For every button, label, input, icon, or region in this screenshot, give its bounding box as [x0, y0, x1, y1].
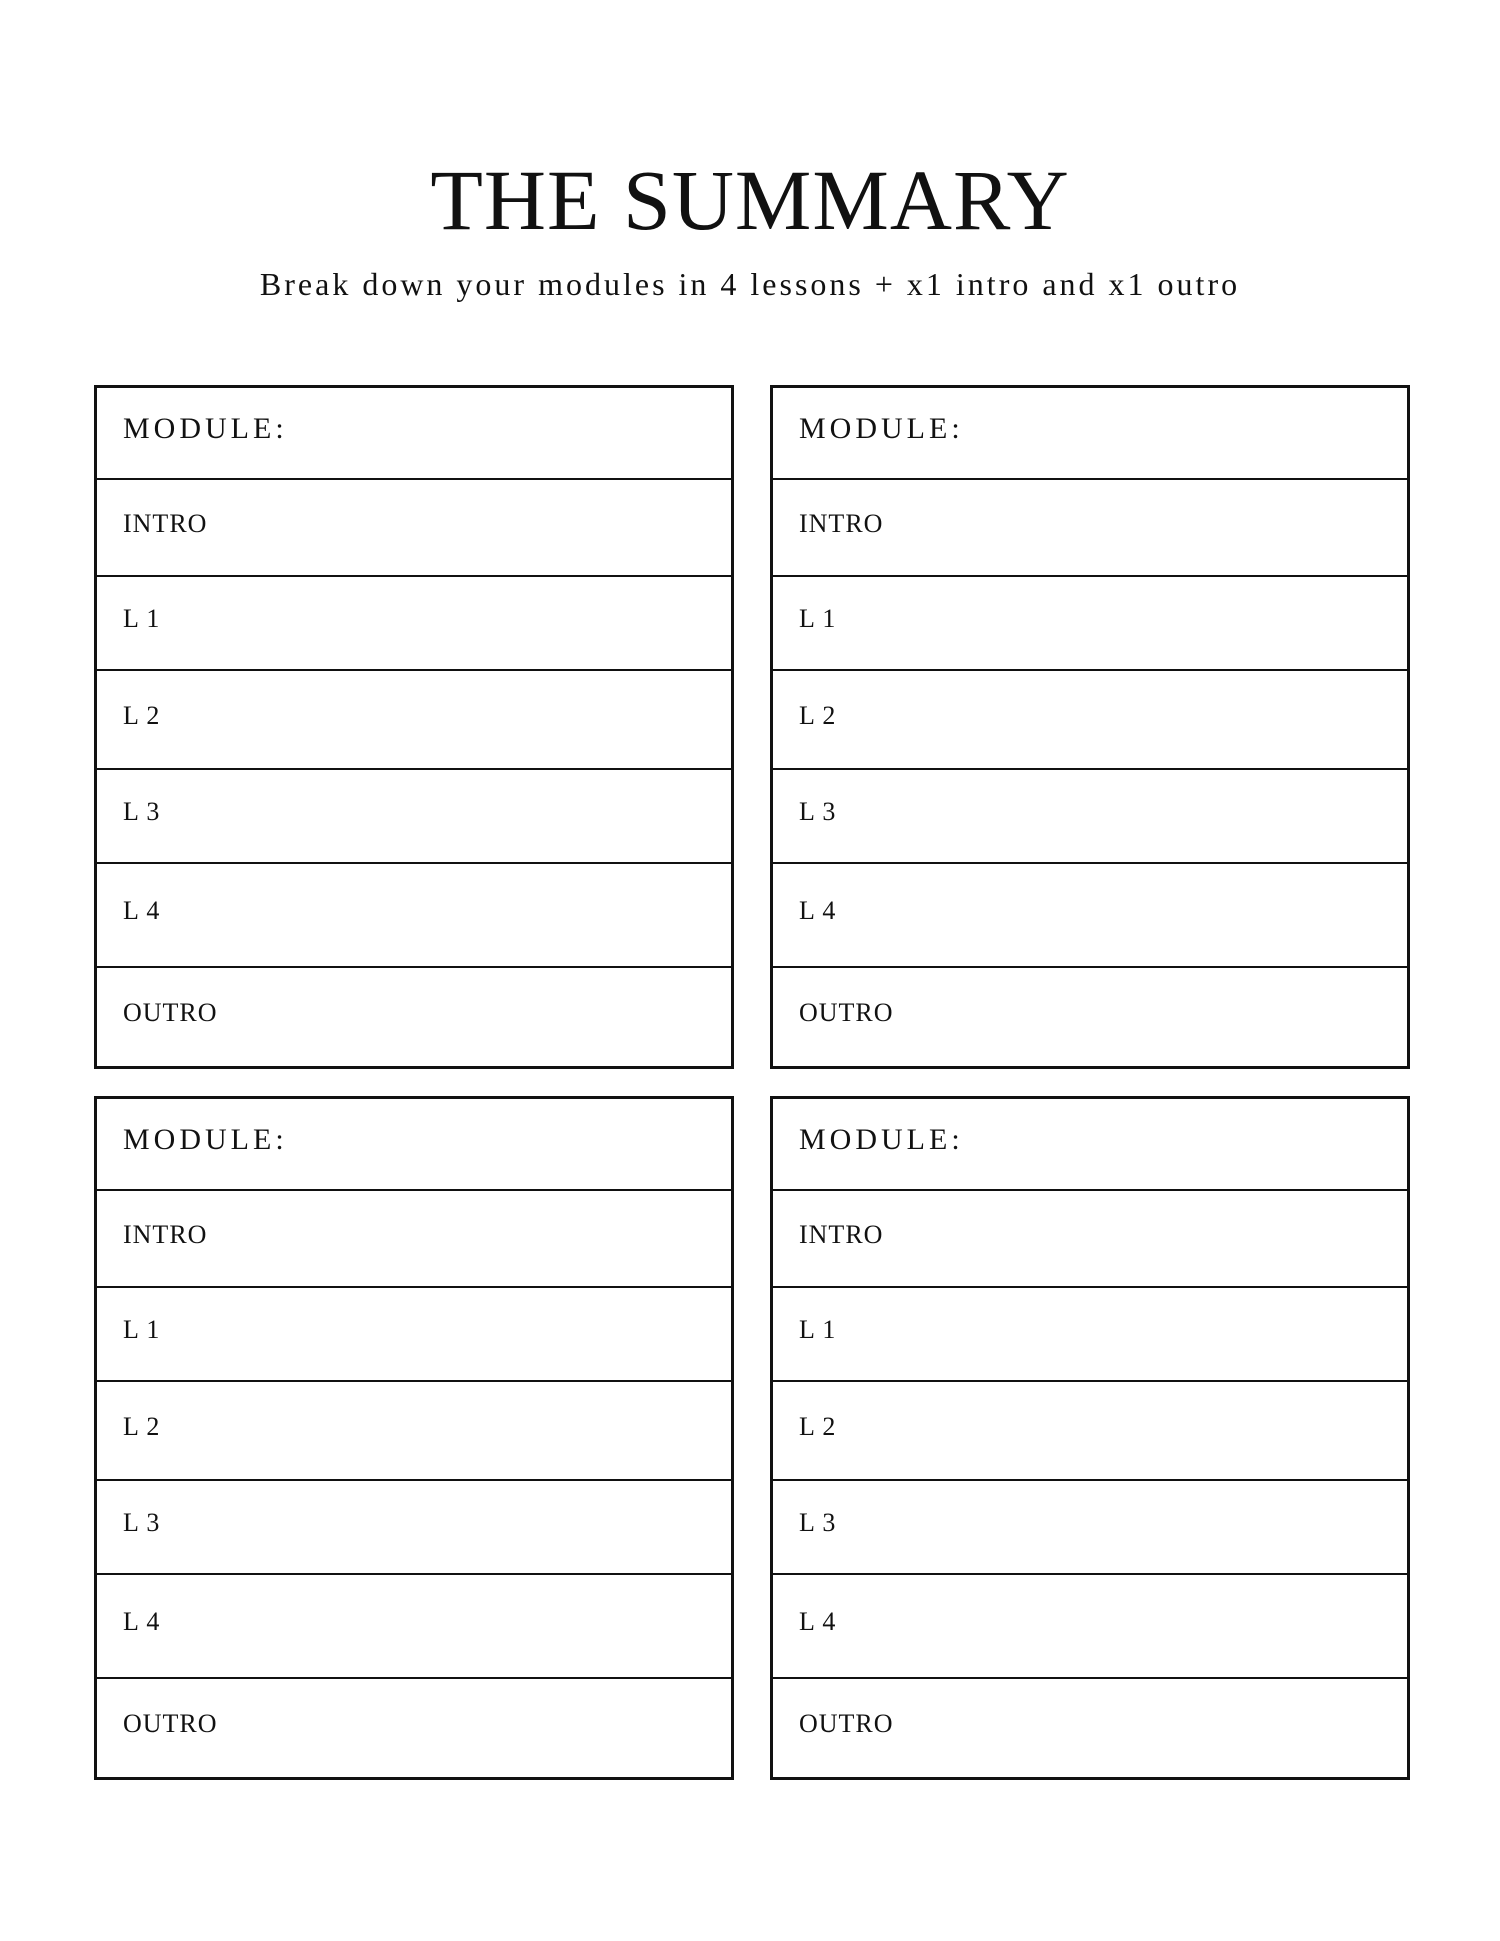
page-subtitle: Break down your modules in 4 lessons + x1 intro and x1 outro: [259, 266, 1241, 302]
outro-label: OUTRO: [799, 1709, 894, 1738]
outro-field[interactable]: [97, 968, 731, 1066]
module-header-label: MODULE:: [799, 1123, 964, 1156]
module-card-4: [770, 1096, 1410, 1780]
lesson-1-label: L 1: [799, 604, 837, 633]
outro-label: OUTRO: [123, 998, 218, 1027]
outro-label: OUTRO: [799, 998, 894, 1027]
intro-label: INTRO: [123, 508, 208, 538]
intro-field[interactable]: [773, 1191, 1407, 1288]
module-card-2: [770, 385, 1410, 1069]
intro-field[interactable]: [97, 1191, 731, 1288]
module-header-label: MODULE:: [799, 412, 964, 445]
lesson-4-label: L 4: [123, 896, 161, 925]
lesson-3-label: L 3: [799, 1508, 837, 1537]
lesson-4-field[interactable]: [773, 1575, 1407, 1679]
lesson-1-label: L 1: [123, 1315, 161, 1344]
lesson-4-field[interactable]: [97, 1575, 731, 1679]
lesson-2-field[interactable]: [97, 1382, 731, 1481]
lesson-4-label: L 4: [799, 896, 837, 925]
lesson-3-field[interactable]: [773, 770, 1407, 864]
lesson-4-field[interactable]: [97, 864, 731, 968]
lesson-4-label: L 4: [123, 1607, 161, 1636]
module-name-field[interactable]: [773, 388, 1407, 480]
lesson-2-label: L 2: [799, 700, 837, 730]
lesson-1-label: L 1: [799, 1315, 837, 1344]
lesson-4-label: L 4: [799, 1607, 837, 1636]
outro-field[interactable]: [97, 1679, 731, 1777]
lesson-1-field[interactable]: [773, 577, 1407, 671]
module-name-field[interactable]: [97, 388, 731, 480]
intro-label: INTRO: [123, 1219, 208, 1249]
lesson-3-label: L 3: [123, 1508, 161, 1537]
lesson-2-label: L 2: [123, 1411, 161, 1441]
page-title: THE SUMMARY: [430, 152, 1070, 248]
lesson-3-field[interactable]: [773, 1481, 1407, 1575]
lesson-2-label: L 2: [123, 700, 161, 730]
lesson-1-field[interactable]: [773, 1288, 1407, 1382]
lesson-1-label: L 1: [123, 604, 161, 633]
lesson-3-field[interactable]: [97, 770, 731, 864]
module-header-label: MODULE:: [123, 412, 288, 445]
lesson-3-label: L 3: [123, 797, 161, 826]
lesson-1-field[interactable]: [97, 1288, 731, 1382]
lesson-2-field[interactable]: [773, 1382, 1407, 1481]
module-name-field[interactable]: [773, 1099, 1407, 1191]
intro-field[interactable]: [773, 480, 1407, 577]
outro-field[interactable]: [773, 1679, 1407, 1777]
module-header-label: MODULE:: [123, 1123, 288, 1156]
module-card-3: [94, 1096, 734, 1780]
module-name-field[interactable]: [97, 1099, 731, 1191]
lesson-2-label: L 2: [799, 1411, 837, 1441]
outro-label: OUTRO: [123, 1709, 218, 1738]
lesson-2-field[interactable]: [773, 671, 1407, 770]
intro-field[interactable]: [97, 480, 731, 577]
lesson-3-label: L 3: [799, 797, 837, 826]
intro-label: INTRO: [799, 508, 884, 538]
lesson-3-field[interactable]: [97, 1481, 731, 1575]
module-card-1: [94, 385, 734, 1069]
lesson-1-field[interactable]: [97, 577, 731, 671]
lesson-4-field[interactable]: [773, 864, 1407, 968]
outro-field[interactable]: [773, 968, 1407, 1066]
intro-label: INTRO: [799, 1219, 884, 1249]
lesson-2-field[interactable]: [97, 671, 731, 770]
